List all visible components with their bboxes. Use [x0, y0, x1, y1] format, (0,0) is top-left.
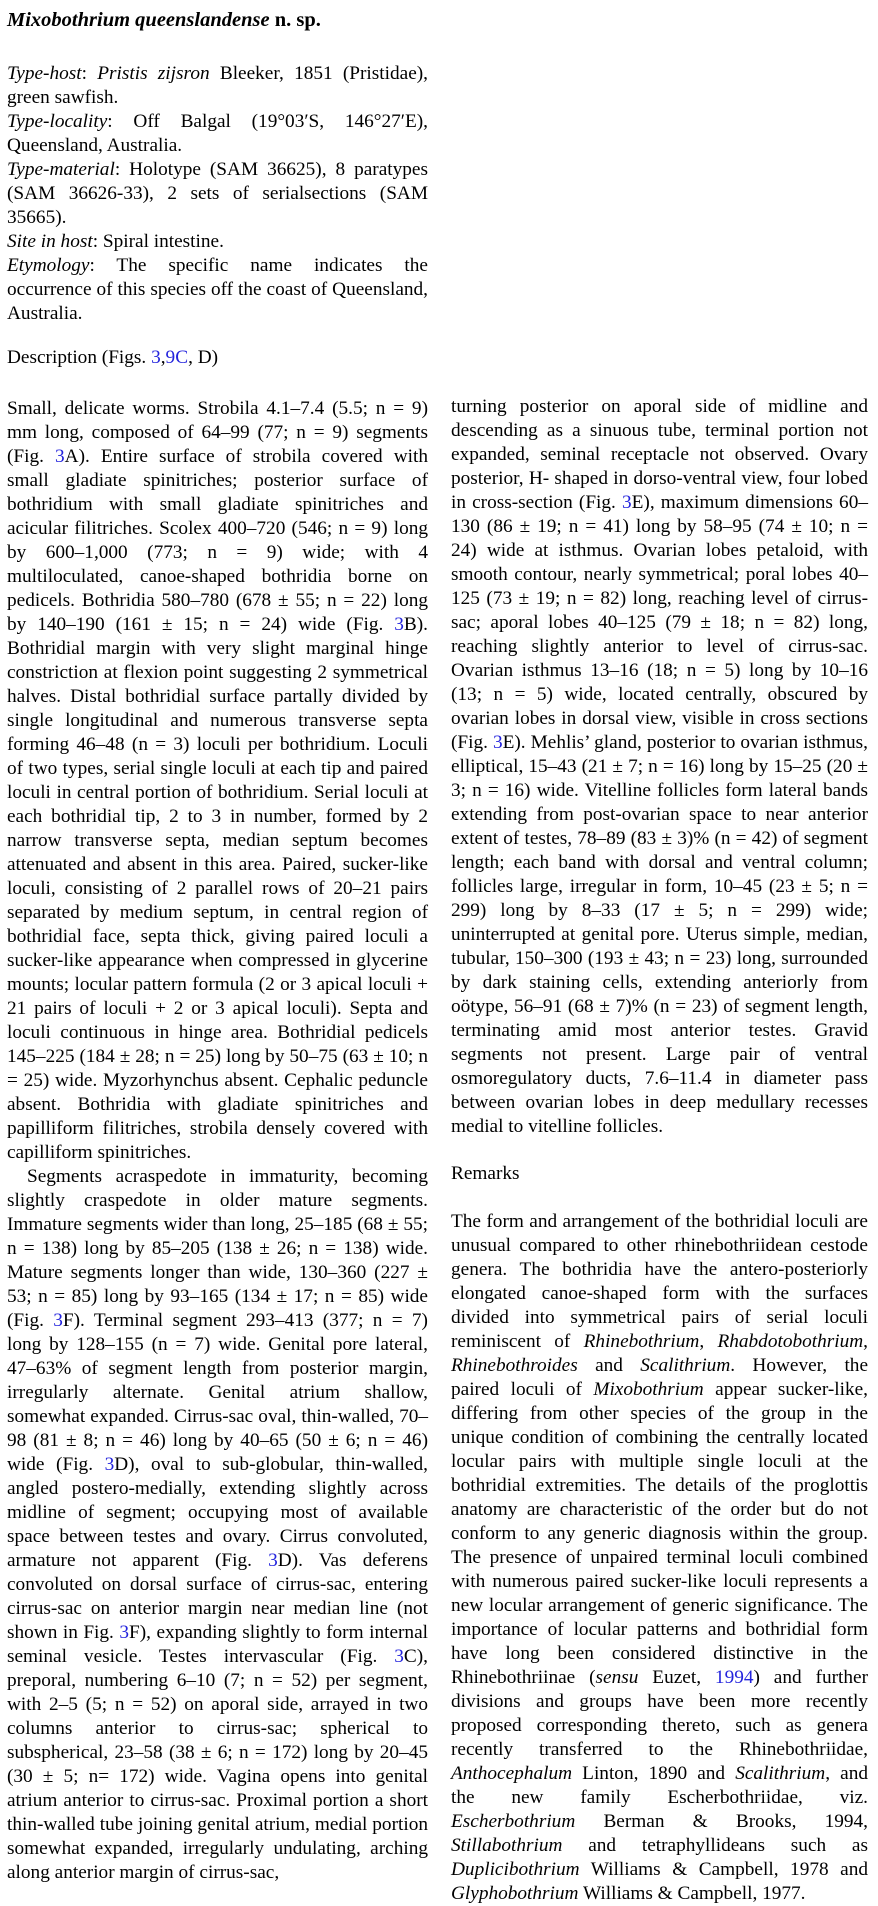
text-run: Bleeker, 1851 (Pristidae), green sawfish.	[7, 63, 428, 108]
text-run: Site in host	[7, 231, 93, 252]
site-in-host-entry	[7, 230, 428, 254]
text-run: A). Entire surface of strobila covered with small gladiate spinitriches; posterior surface of bothridium with small gladiate spinitriches and acicular filitriches. Scolex 400–720 (546; n = 9) long by 600–1,000 (773; n = 9) wide; with 4 multiloculated, canoe-shaped bothridia borne on pedicels. Bothridia 580–780 (678 ± 55; n = 22) long by 140–190 (161 ± 15; n = 24) wide (Fig.	[7, 446, 428, 635]
text-run: Williams & Campbell, 1978 and	[579, 1859, 868, 1880]
left-column	[7, 8, 428, 1885]
text-run: Euzet,	[638, 1667, 715, 1688]
text-run: Escherbothrium	[451, 1811, 576, 1832]
text-run: Mixobothrium	[593, 1379, 704, 1400]
text-run: Type-locality	[7, 111, 108, 132]
text-run: Small, delicate worms. Strobila 4.1–7.4 (5.5; n = 9) mm long, composed of 64–99 (77; n = 9) segments (Fig.	[7, 398, 428, 467]
text-run: Rhabdotobothrium	[717, 1331, 864, 1352]
fig-9C-link[interactable]: 9C	[165, 347, 189, 368]
text-run: Rhinebothrium	[583, 1331, 700, 1352]
text-run: Description (Figs.	[7, 347, 152, 368]
text-run: and tetraphyllideans such as	[562, 1835, 868, 1856]
text-run: . However, the paired loculi of	[451, 1355, 869, 1400]
text-run: Etymology	[7, 255, 90, 276]
fig-3-link[interactable]: 3	[151, 347, 161, 368]
species-name: Mixobothrium queenslandense	[7, 9, 270, 31]
type-data-block	[7, 62, 428, 326]
etymology-entry	[7, 254, 428, 326]
text-run: Type-material	[7, 159, 115, 180]
fig-3D-link[interactable]: 3	[268, 1550, 278, 1571]
text-run: Scalithrium	[640, 1355, 731, 1376]
fig-3F-link[interactable]: 3	[119, 1622, 130, 1643]
fig-3E-link[interactable]: 3	[492, 732, 503, 753]
fig-3B-link[interactable]: 3	[394, 614, 404, 635]
text-run: appear sucker-like, differing from other species of the group in the unique condition of combining the centrally located locular pairs with multiple single loculi at the bothridial extremities. The details of the proglottis anatomy are characteristic of the order but do not conform to any generic diagnosis within the group. The presence of unpaired terminal loculi combined with numerous paired sucker-like loculi represents a new locular arrangement of generic significance. The importance of locular patterns and bothridial form have long been considered distinctive in the Rhinebothriinae (	[451, 1379, 869, 1688]
text-run: E). Mehlis’ gland, posterior to ovarian isthmus, elliptical, 15–43 (21 ± 7; n = 16) long by 15–25 (20 ± 3; n = 16) wide. Vitelline follicles form lateral bands extending from post-ovarian space to near anterior extent of testes, 78–89 (83 ± 3)% (n = 42) of segment length; each band with dorsal and ventral column; follicles large, irregular in form, 10–45 (23 ± 5; n = 299) long by 8–33 (17 ± 5; n = 299) wide; uninterrupted at genital pore. Uterus simple, median, tubular, 150–300 (193 ± 43; n = 23) long, surrounded by dark staining cells, extending anteriorly from oötype, 56–91 (68 ± 7)% (n = 23) of segment length, terminating amid most anterior testes. Gravid segments not present. Large pair of ventral osmoregulatory ducts, 7.6–11.4 in diameter pass between ovarian lobes in deep medullary recesses medial to vitelline follicles.	[451, 732, 868, 1137]
text-run: ,	[160, 347, 166, 368]
new-species-designation: n. sp.	[269, 9, 321, 31]
text-run: : Spiral intestine.	[92, 231, 224, 252]
type-material-entry	[7, 158, 428, 230]
type-host-entry	[7, 62, 428, 110]
description-paragraph-2-continued	[451, 395, 868, 1139]
text-run: , and the new family Escherbothriidae, viz.	[451, 1763, 868, 1808]
type-locality-entry	[7, 110, 428, 158]
fig-3F-link[interactable]: 3	[53, 1310, 63, 1331]
text-run: Stillabothrium	[451, 1835, 563, 1856]
text-run: : Off Balgal (19°03′S, 146°27′E), Queensland, Australia.	[7, 111, 428, 156]
text-run: Berman & Brooks, 1994,	[575, 1811, 868, 1832]
text-run: F). Terminal segment 293–413 (377; n = 7) long by 128–155 (n = 7) wide. Genital pore lateral, 47–63% of segment length from posterior margin, irregularly alternate. Genital atrium shallow, somewhat expanded. Cirrus-sac oval, thin-walled, 70–98 (81 ± 8; n = 46) long by 40–65 (50 ± 6; n = 46) wide (Fig.	[7, 1310, 428, 1475]
text-run: and	[577, 1355, 641, 1376]
text-run: Linton, 1890 and	[572, 1763, 736, 1784]
text-run: D). Vas deferens convoluted on dorsal surface of cirrus-sac, entering cirrus-sac on anterior margin near median line (not shown in Fig.	[7, 1550, 429, 1643]
text-run: ,	[863, 1331, 868, 1352]
text-run: F), expanding slightly to form internal seminal vesicle. Testes intervascular (Fig.	[7, 1622, 428, 1667]
text-run: ) and further divisions and groups have been more recently proposed corresponding thereto, such as genera recently transferred to the Rhinebothriidae,	[451, 1667, 868, 1760]
species-title	[7, 8, 428, 33]
text-run: Segments acraspedote in immaturity, becoming slightly craspedote in older mature segments. Immature segments wider than long, 25–185 (68 ± 55; n = 138) long by 85–205 (138 ± 26; n = 138) wide. Mature segments longer than wide, 130–360 (227 ± 53; n = 85) long by 93–165 (134 ± 17; n = 85) wide (Fig.	[7, 1166, 428, 1331]
text-run: Duplicibothrium	[451, 1859, 580, 1880]
text-run: D), oval to sub-globular, thin-walled, angled postero-medially, extending slightly across midline of segment; occupying most of available space between testes and ovary. Cirrus convoluted, armature not apparent (Fig.	[7, 1454, 428, 1571]
text-run: , D)	[188, 347, 219, 368]
text-run: : Holotype (SAM 36625), 8 paratypes (SAM 36626-33), 2 sets of serialsections (SAM 35665).	[7, 159, 428, 228]
text-run: : The specific name indicates the occurrence of this species off the coast of Queensland, Australia.	[7, 255, 428, 324]
text-run: Rhinebothroides	[451, 1355, 578, 1376]
text-run: C), preporal, numbering 6–10 (7; n = 52) per segment, with 2–5 (5; n = 52) on aporal side, arrayed in two columns anterior to cirrus-sac; spherical to subspherical, 23–58 (38 ± 6; n = 172) long by 20–45 (30 ± 5; n= 172) wide. Vagina opens into genital atrium anterior to cirrus-sac. Proximal portion a short thin-walled tube joining genital atrium, medial portion somewhat expanded, irregularly undulating, arching along anterior margin of cirrus-sac,	[7, 1646, 428, 1883]
fig-3A-link[interactable]: 3	[55, 446, 65, 467]
fig-3E-link[interactable]: 3	[622, 492, 632, 513]
text-run: Pristis zijsron	[97, 63, 210, 84]
text-run: Scalithrium	[735, 1763, 826, 1784]
fig-3D-link[interactable]: 3	[104, 1454, 115, 1475]
description-paragraph-2-left	[7, 1165, 428, 1885]
text-run: E), maximum dimensions 60–130 (86 ± 19; n = 41) long by 58–95 (74 ± 10; n = 24) wide at isthmus. Ovarian lobes petaloid, with smooth contour, nearly symmetrical; poral lobes 40–125 (73 ± 19; n = 82) long, reaching level of cirrus-sac; aporal lobes 40–125 (79 ± 18; n = 82) long, reaching slightly anterior to level of cirrus-sac. Ovarian isthmus 13–16 (18; n = 5) long by 10–16 (13; n = 5) wide, located centrally, obscured by ovarian lobes in dorsal view, visible in cross sections (Fig.	[451, 492, 868, 753]
description-paragraph-1	[7, 397, 428, 1165]
text-run: Type-host	[7, 63, 82, 84]
text-run: The form and arrangement of the bothridial loculi are unusual compared to other rhinebothriidean cestode genera. The bothridia have the antero-posteriorly elongated canoe-shaped form with the surfaces divided into symmetrical pairs of serial loculi reminiscent of	[451, 1211, 868, 1352]
remarks-paragraph	[451, 1210, 868, 1906]
right-column	[451, 395, 868, 1906]
citation-euzet-1994-link[interactable]: 1994	[714, 1667, 754, 1688]
text-run: ,	[699, 1331, 718, 1352]
text-run: B). Bothridial margin with very slight marginal hinge constriction at flexion point suggesting 2 symmetrical halves. Distal bothridial surface partally divided by single longitudinal and numerous transverse septa forming 46–48 (n = 3) loculi per bothridium. Loculi of two types, serial single loculi at each tip and paired loculi in central portion of bothridium. Serial loculi at each bothridial tip, 2 to 3 in number, formed by 2 narrow transverse septa, median septum becomes attenuated and absent in this area. Paired, sucker-like loculi, consisting of 2 parallel rows of 20–21 pairs separated by medium septum, in central region of bothridial face, septa thick, giving paired loculi a sucker-like appearance when compressed in glycerine mounts; locular pattern formula (2 or 3 apical loculi + 21 pairs of loculi + 2 or 3 apical loculi). Septa and loculi continuous in hinge area. Bothridial pedicels 145–225 (184 ± 28; n = 25) long by 50–75 (63 ± 10; n = 25) wide. Myzorhynchus absent. Cephalic peduncle absent. Bothridia with gladiate spinitriches and papilliform filitriches, strobila densely covered with capilliform spinitriches.	[7, 614, 428, 1163]
text-run: sensu	[595, 1667, 639, 1688]
remarks-heading: Remarks	[451, 1163, 520, 1184]
text-run: Anthocephalum	[451, 1763, 573, 1784]
text-run: :	[81, 63, 98, 84]
fig-3C-link[interactable]: 3	[394, 1646, 404, 1667]
text-run: Williams & Campbell, 1977.	[578, 1883, 806, 1904]
text-run: Glyphobothrium	[451, 1883, 579, 1904]
description-heading	[7, 346, 428, 370]
text-run: turning posterior on aporal side of midline and descending as a sinuous tube, terminal portion not expanded, seminal receptacle not observed. Ovary posterior, H- shaped in dorso-ventral view, four lobed in cross-section (Fig.	[451, 396, 868, 513]
